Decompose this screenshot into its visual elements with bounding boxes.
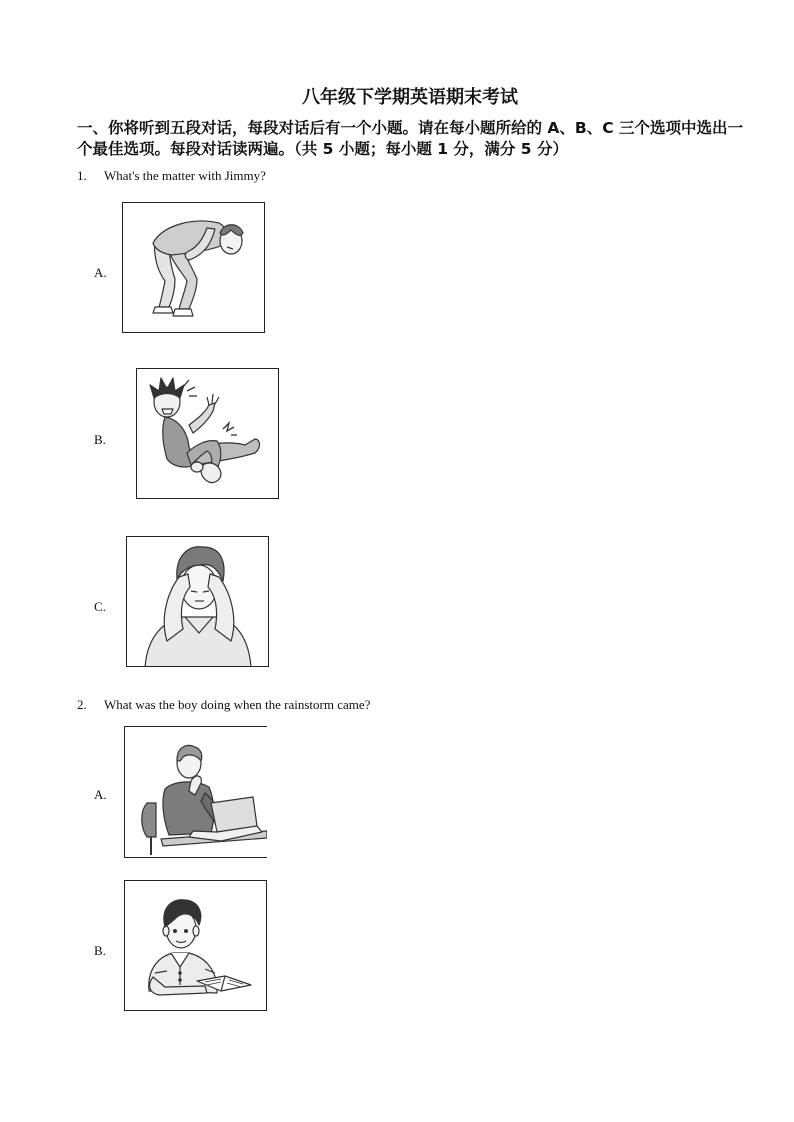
eye xyxy=(185,930,188,933)
question-1-option-a-picture xyxy=(122,202,265,333)
person-figure xyxy=(150,378,260,483)
section-heading-line-2: 个最佳选项。每段对话读两遍。（共 5 小题；每小题 1 分，满分 5 分） xyxy=(77,140,568,158)
question-2-option-a-picture xyxy=(124,726,267,858)
raised-arm xyxy=(189,403,215,433)
question-1-option-b-picture xyxy=(136,368,279,499)
ear xyxy=(163,926,169,936)
question-1-option-c-picture xyxy=(126,536,269,667)
sweater xyxy=(145,617,251,666)
eye xyxy=(174,930,177,933)
question-2-number: 2. xyxy=(77,697,87,712)
shoe-back xyxy=(153,307,173,313)
question-2-option-b-picture xyxy=(124,880,267,1011)
button xyxy=(179,979,181,981)
hand-on-foot xyxy=(191,462,203,472)
hurt-foot-illustration xyxy=(137,369,278,498)
headache-illustration xyxy=(127,537,268,666)
open-mouth xyxy=(162,409,173,414)
ear xyxy=(193,926,199,936)
question-1-text: What's the matter with Jimmy? xyxy=(104,168,266,183)
question-1-option-b-label: B. xyxy=(94,432,106,447)
person-figure xyxy=(153,221,243,316)
torso xyxy=(153,221,226,255)
laptop-illustration xyxy=(125,727,267,857)
question-2-text: What was the boy doing when the rainstorm came? xyxy=(104,697,371,712)
question-1-option-a-label: A. xyxy=(94,265,107,280)
question-2-option-a-label: A. xyxy=(94,787,107,802)
reading-illustration xyxy=(125,881,266,1010)
person-figure xyxy=(145,547,251,666)
question-2-option-b-label: B. xyxy=(94,943,106,958)
question-1-number: 1. xyxy=(77,168,87,183)
exam-title: 八年级下学期英语期末考试 xyxy=(302,87,518,108)
chair xyxy=(142,803,156,855)
stomachache-illustration xyxy=(123,203,264,332)
shoe-front xyxy=(173,309,193,316)
section-heading-line-1: 一、你将听到五段对话，每段对话后有一个小题。请在每小题所给的 A、B、C 三个选项中选出一 xyxy=(77,119,743,137)
held-foot xyxy=(201,463,221,483)
button xyxy=(179,972,181,974)
question-1-option-c-label: C. xyxy=(94,599,106,614)
